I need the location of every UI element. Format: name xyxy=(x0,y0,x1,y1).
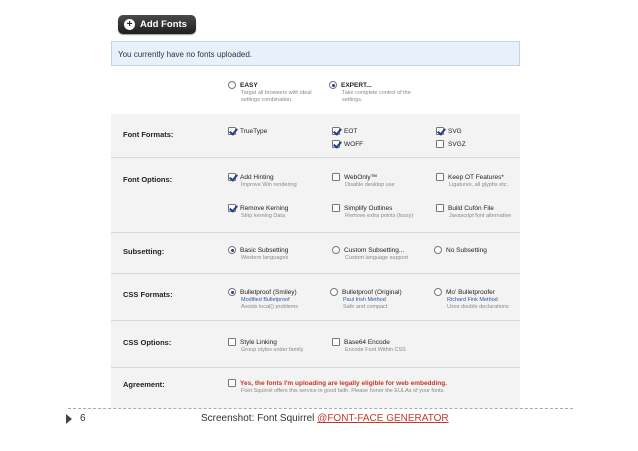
remove-kerning-option[interactable] xyxy=(228,203,288,220)
mode-expert-option[interactable] xyxy=(329,80,411,104)
subsetting-label: Subsetting: xyxy=(123,247,165,256)
base64-option[interactable] xyxy=(332,337,406,354)
smiley-desc: Avoids local() problems xyxy=(241,304,299,310)
basic-subsetting-desc: Western languages xyxy=(241,255,289,261)
add-hinting-checkbox[interactable] xyxy=(228,173,236,181)
svg-checkbox[interactable] xyxy=(436,127,444,135)
expert-radio[interactable] xyxy=(329,81,337,89)
mode-easy-option[interactable] xyxy=(228,80,312,104)
original-label: Bulletproof (Original) xyxy=(342,288,402,296)
easy-desc-2: settings combination. xyxy=(241,97,293,103)
original-radio[interactable] xyxy=(330,288,338,296)
add-fonts-label: Add Fonts xyxy=(140,19,187,30)
keep-ot-desc: Ligatures, all glyphs etc. xyxy=(449,182,509,188)
subsetting-row xyxy=(111,233,520,273)
css-formats-label: CSS Formats: xyxy=(123,290,173,299)
no-subsetting-label: No Subsetting xyxy=(446,246,487,254)
footer-caption xyxy=(201,413,449,424)
no-subsetting-radio[interactable] xyxy=(434,246,442,254)
webonly-desc: Disable desktop use xyxy=(345,182,395,188)
expert-label: EXPERT... xyxy=(341,81,372,89)
remove-kerning-desc: Strip kerning Data xyxy=(241,213,286,219)
simplify-label: Simplify Outlines xyxy=(344,204,393,212)
footer-divider xyxy=(68,408,573,409)
css-options-label: CSS Options: xyxy=(123,338,172,347)
svgz-label: SVGZ xyxy=(448,140,466,148)
original-desc: Safe and compact xyxy=(343,304,388,310)
mo-radio[interactable] xyxy=(434,288,442,296)
agreement-label: Agreement: xyxy=(123,380,165,389)
style-linking-option[interactable] xyxy=(228,337,303,354)
agreement-desc: Font Squirrel offers this service in good faith. Please honor the EULAs of your fonts. xyxy=(241,388,445,394)
style-linking-desc: Group styles under family xyxy=(241,347,304,353)
paul-irish-link[interactable]: Paul Irish Method xyxy=(343,297,386,303)
add-hinting-option[interactable] xyxy=(228,172,297,189)
add-hinting-label: Add Hinting xyxy=(240,173,274,181)
truetype-checkbox[interactable] xyxy=(228,127,236,135)
easy-label: EASY xyxy=(240,81,258,89)
svgz-checkbox[interactable] xyxy=(436,140,444,148)
woff-checkbox[interactable] xyxy=(332,140,340,148)
css-options-row xyxy=(111,321,520,367)
cufon-label: Build Cufón File xyxy=(448,204,494,212)
agreement-row xyxy=(111,368,520,408)
upload-notice: You currently have no fonts uploaded. xyxy=(111,41,520,66)
webonly-label: WebOnly™ xyxy=(344,173,378,181)
font-formats-label: Font Formats: xyxy=(123,130,174,139)
agreement-checkbox[interactable] xyxy=(228,379,236,387)
easy-desc-1: Target all browsers with ideal xyxy=(241,90,312,96)
webonly-option[interactable] xyxy=(332,172,395,189)
webonly-checkbox[interactable] xyxy=(332,173,340,181)
simplify-checkbox[interactable] xyxy=(332,204,340,212)
eot-option[interactable] xyxy=(332,126,357,136)
basic-subsetting-radio[interactable] xyxy=(228,246,236,254)
cufon-checkbox[interactable] xyxy=(436,204,444,212)
custom-subsetting-label: Custom Subsetting... xyxy=(344,246,405,254)
eot-checkbox[interactable] xyxy=(332,127,340,135)
custom-subsetting-radio[interactable] xyxy=(332,246,340,254)
truetype-label: TrueType xyxy=(240,127,268,135)
woff-option[interactable] xyxy=(332,139,363,149)
smiley-radio[interactable] xyxy=(228,288,236,296)
richard-fink-link[interactable]: Richard Fink Method xyxy=(447,297,498,303)
truetype-option[interactable] xyxy=(228,126,267,136)
no-subsetting-option[interactable] xyxy=(434,245,487,255)
font-options-row xyxy=(111,158,520,232)
easy-radio[interactable] xyxy=(228,81,236,89)
keep-ot-option[interactable] xyxy=(436,172,508,189)
keep-ot-checkbox[interactable] xyxy=(436,173,444,181)
base64-desc: Encode Font Within CSS xyxy=(345,347,406,353)
custom-subsetting-option[interactable] xyxy=(332,245,408,262)
style-linking-checkbox[interactable] xyxy=(228,338,236,346)
basic-subsetting-label: Basic Subsetting xyxy=(240,246,289,254)
font-formats-row xyxy=(111,114,520,157)
mode-row xyxy=(111,70,520,112)
keep-ot-label: Keep OT Features* xyxy=(448,173,504,181)
mo-desc: Uses double declarations xyxy=(447,304,509,310)
generator-panel xyxy=(111,70,520,410)
svg-label: SVG xyxy=(448,127,462,135)
mo-bulletproofer-option[interactable] xyxy=(434,287,509,311)
simplify-option[interactable] xyxy=(332,203,413,220)
agreement-text: Yes, the fonts I'm uploading are legally eligible for web embedding. xyxy=(240,379,448,387)
mo-label: Mo' Bulletproofer xyxy=(446,288,495,296)
play-arrow-icon xyxy=(66,414,72,424)
eot-label: EOT xyxy=(344,127,358,135)
add-hinting-desc: Improve Win rendering xyxy=(241,182,297,188)
caption-prefix: Screenshot: Font Squirrel xyxy=(201,413,318,424)
plus-icon: + xyxy=(124,19,135,30)
original-option[interactable] xyxy=(330,287,402,311)
smiley-option[interactable] xyxy=(228,287,298,311)
basic-subsetting-option[interactable] xyxy=(228,245,288,262)
remove-kerning-label: Remove Kerning xyxy=(240,204,289,212)
svg-option[interactable] xyxy=(436,126,462,136)
smiley-label: Bulletproof (Smiley) xyxy=(240,288,297,296)
woff-label: WOFF xyxy=(344,140,364,148)
cufon-option[interactable] xyxy=(436,203,511,220)
add-fonts-button[interactable] xyxy=(118,15,196,34)
expert-desc-2: settings. xyxy=(342,97,363,103)
agreement-option[interactable] xyxy=(228,378,447,395)
custom-subsetting-desc: Custom language support xyxy=(345,255,408,261)
remove-kerning-checkbox[interactable] xyxy=(228,204,236,212)
simplify-desc: Remove extra points (lossy) xyxy=(345,213,414,219)
base64-checkbox[interactable] xyxy=(332,338,340,346)
cufon-desc: Javascript font alternative xyxy=(449,213,512,219)
modified-bulletproof-link[interactable]: Modified Bulletproof xyxy=(241,297,290,303)
generator-link[interactable]: @FONT-FACE GENERATOR xyxy=(317,413,449,424)
style-linking-label: Style Linking xyxy=(240,338,277,346)
svgz-option[interactable] xyxy=(436,139,466,149)
page-number: 6 xyxy=(80,413,86,424)
expert-desc-1: Take complete control of the xyxy=(342,90,411,96)
css-formats-row xyxy=(111,274,520,320)
font-options-label: Font Options: xyxy=(123,175,173,184)
base64-label: Base64 Encode xyxy=(344,338,390,346)
